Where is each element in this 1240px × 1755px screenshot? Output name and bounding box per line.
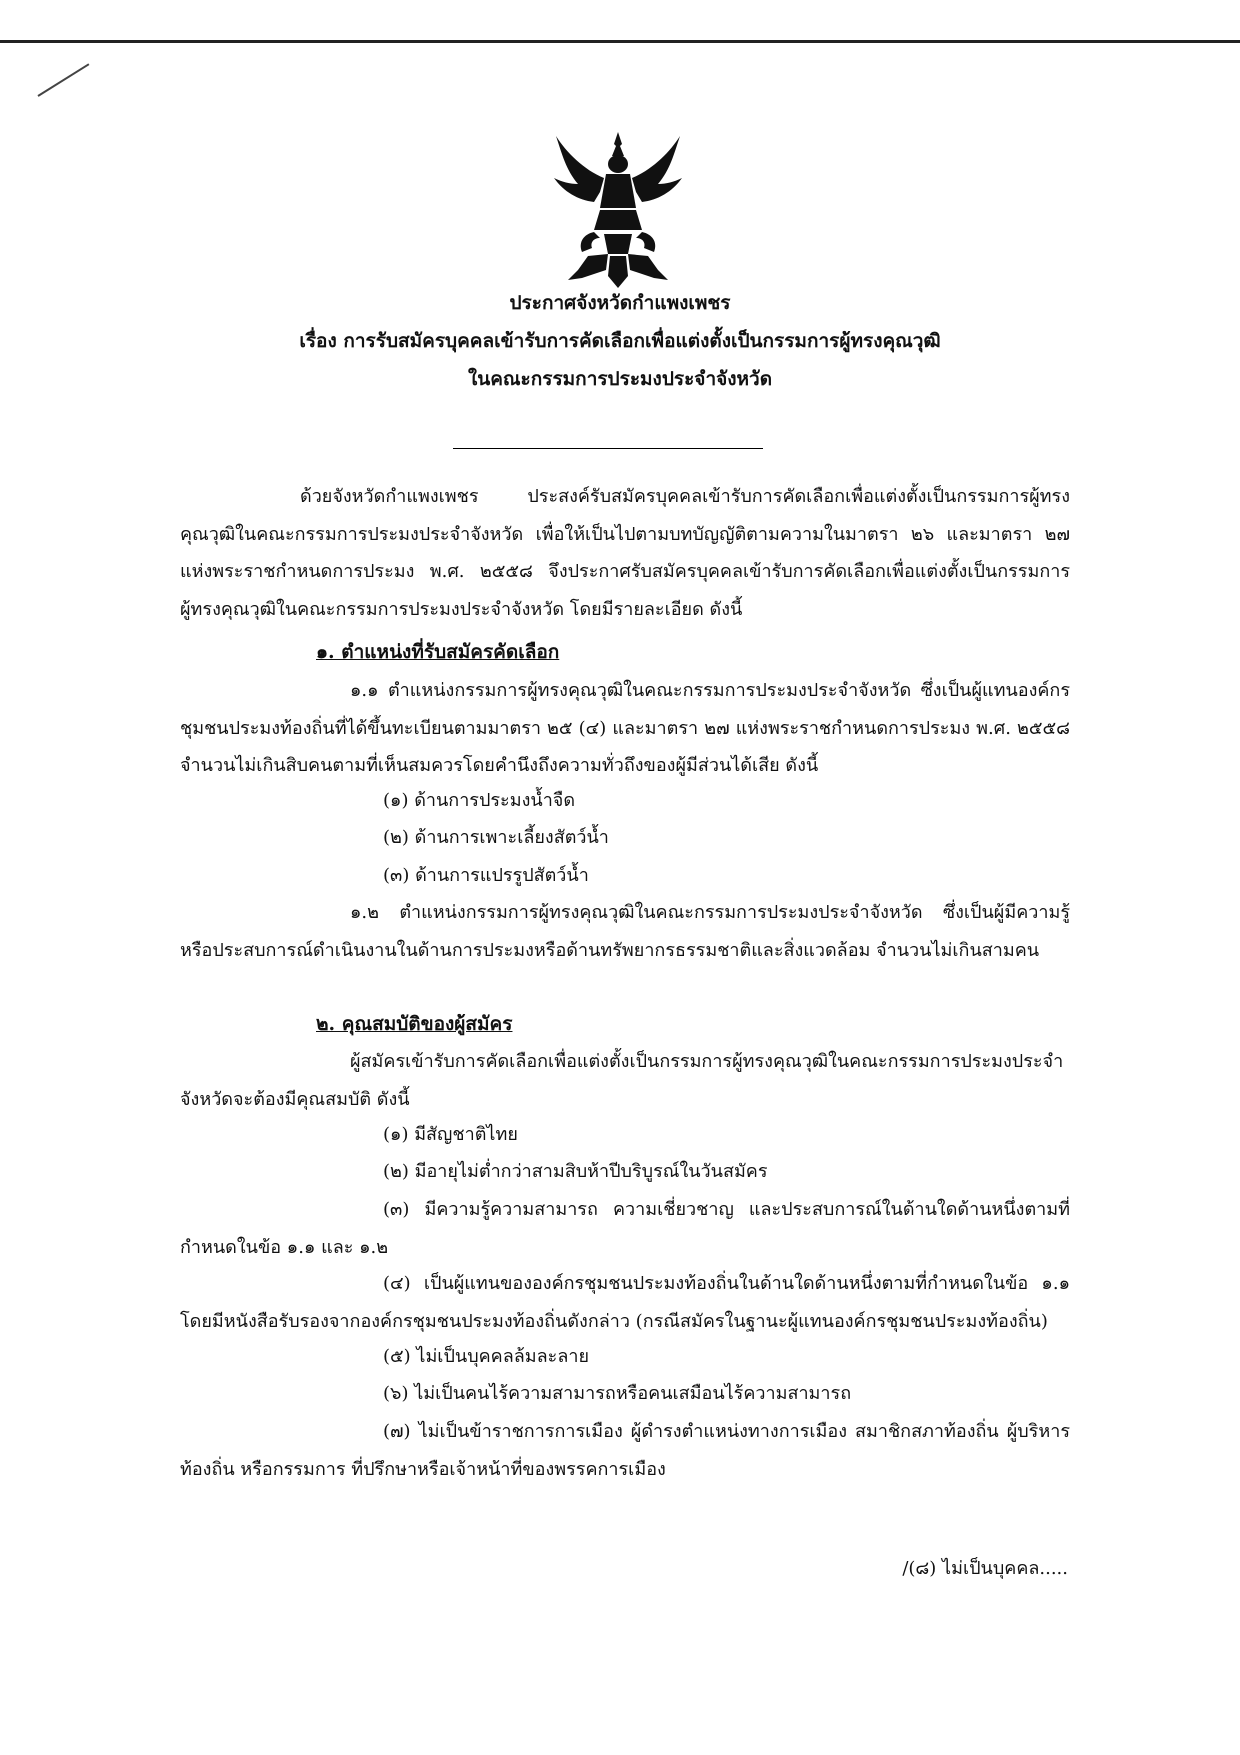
section-1-heading: ๑. ตำแหน่งที่รับสมัครคัดเลือก — [316, 641, 560, 663]
section-2-heading: ๒. คุณสมบัติของผู้สมัคร — [316, 1013, 513, 1035]
qualification-item: (๑) มีสัญชาติไทย — [383, 1124, 518, 1145]
qualification-item: (๒) มีอายุไม่ต่ำกว่าสามสิบห้าปีบริบูรณ์ในวันสมัคร — [383, 1161, 768, 1182]
subject-line-2: ในคณะกรรมการประมงประจำจังหวัด — [467, 368, 773, 390]
list-item: (๓) ด้านการแปรรูปสัตว์น้ำ — [383, 865, 589, 886]
intro-paragraph: ด้วยจังหวัดกำแพงเพชร ประสงค์รับสมัครบุคคลเข้ารับการคัดเลือกเพื่อแต่งตั้งเป็นกรรมการผู้ทรงคุณวุฒิในคณะกรรมการประมงประจำจังหวัด เพื่อให้เป็นไปตามบทบัญญัติตามความในมาตรา ๒๖ และมาตรา ๒๗ แห่งพระราชกำหนดการประมง พ.ศ. ๒๕๕๘ จึงประกาศรับสมัครบุคคลเข้ารับการคัดเลือกเพื่อแต่งตั้งเป็นกรรมการผู้ทรงคุณวุฒิในคณะกรรมการประมงประจำจังหวัด โดยมีรายละเอียด ดังนี้ — [180, 486, 1070, 620]
garuda-emblem — [548, 130, 688, 290]
qualification-item: (๓) มีความรู้ความสามารถ ความเชี่ยวชาญ และประสบการณ์ในด้านใดด้านหนึ่งตามที่กำหนดในข้อ ๑.๑ และ ๑.๒ — [180, 1199, 1070, 1258]
announcement-title: ประกาศจังหวัดกำแพงเพชร — [509, 292, 731, 314]
list-item: (๑) ด้านการประมงน้ำจืด — [383, 790, 576, 811]
title-divider — [453, 448, 763, 449]
qualification-item: (๔) เป็นผู้แทนขององค์กรชุมชนประมงท้องถิ่นในด้านใดด้านหนึ่งตามที่กำหนดในข้อ ๑.๑ โดยมีหนังสือรับรองจากองค์กรชุมชนประมงท้องถิ่นดังกล่าว (กรณีสมัครในฐานะผู้แทนองค์กรชุมชนประมงท้องถิ่น) — [180, 1273, 1070, 1332]
pen-mark — [37, 63, 89, 96]
section-1-2-paragraph: ๑.๒ ตำแหน่งกรรมการผู้ทรงคุณวุฒิในคณะกรรมการประมงประจำจังหวัด ซึ่งเป็นผู้มีความรู้หรือประสบการณ์ดำเนินงานในด้านการประมงหรือด้านทรัพยากรธรรมชาติและสิ่งแวดล้อม จำนวนไม่เกินสามคน — [180, 902, 1070, 961]
scan-top-edge — [0, 40, 1240, 43]
subject-line: เรื่อง การรับสมัครบุคคลเข้ารับการคัดเลือกเพื่อแต่งตั้งเป็นกรรมการผู้ทรงคุณวุฒิ — [299, 330, 941, 352]
section-1-1-paragraph: ๑.๑ ตำแหน่งกรรมการผู้ทรงคุณวุฒิในคณะกรรมการประมงประจำจังหวัด ซึ่งเป็นผู้แทนองค์กรชุมชนประมงท้องถิ่นที่ได้ขึ้นทะเบียนตามมาตรา ๒๕ (๔) และมาตรา ๒๗ แห่งพระราชกำหนดการประมง พ.ศ. ๒๕๕๘ จำนวนไม่เกินสิบคนตามที่เห็นสมควรโดยคำนึงถึงความทั่วถึงของผู้มีส่วนได้เสีย ดังนี้ — [180, 680, 1070, 776]
qualification-item: (๕) ไม่เป็นบุคคลล้มละลาย — [383, 1346, 590, 1367]
qualification-item: (๖) ไม่เป็นคนไร้ความสามารถหรือคนเสมือนไร้ความสามารถ — [383, 1383, 852, 1404]
list-item: (๒) ด้านการเพาะเลี้ยงสัตว์น้ำ — [383, 827, 609, 848]
section-2-intro: ผู้สมัครเข้ารับการคัดเลือกเพื่อแต่งตั้งเป็นกรรมการผู้ทรงคุณวุฒิในคณะกรรมการประมงประจำจังหวัดจะต้องมีคุณสมบัติ ดังนี้ — [180, 1051, 1064, 1110]
continuation-note: /(๘) ไม่เป็นบุคคล..... — [902, 1558, 1068, 1579]
qualification-item: (๗) ไม่เป็นข้าราชการการเมือง ผู้ดำรงตำแหน่งทางการเมือง สมาชิกสภาท้องถิ่น ผู้บริหารท้องถิ่น หรือกรรมการ ที่ปรึกษาหรือเจ้าหน้าที่ของพรรคการเมือง — [180, 1421, 1070, 1480]
